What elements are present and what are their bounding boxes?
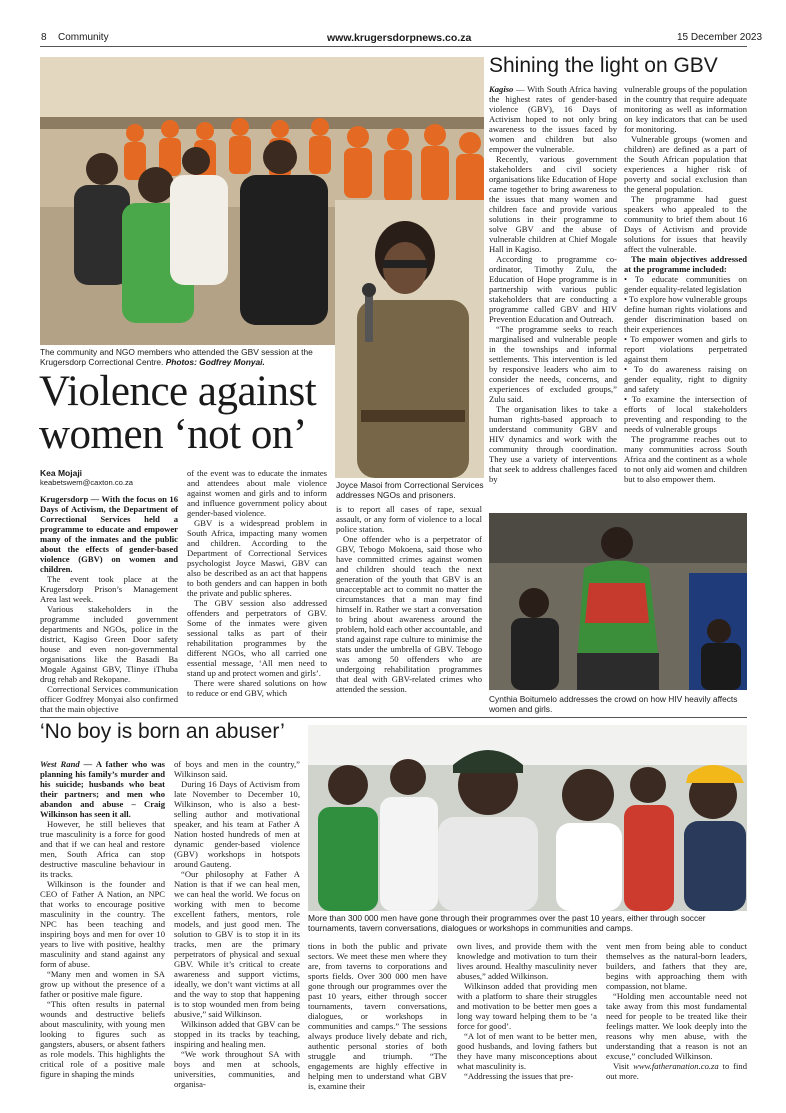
paragraph: The programme reaches out to many communities across South Africa and the continent as a whole to not only aid women and children but to also empower them.	[624, 434, 747, 484]
men-programme-caption: More than 300 000 men have gone through their programmes over the past 10 years, either through soccer tournaments, tavern conversations, dialogues or workshops in communities and camps.	[308, 913, 706, 934]
paragraph: The GBV session also addressed offenders and perpetrators of GBV. Some of the inmates were given sessional talks as part of their rehabilitation programmes by the different NGOs, who all carried one essential message, ‘All men need to stand up and protect women and girls’.	[187, 598, 327, 678]
website[interactable]: www.krugersdorpnews.co.za	[327, 32, 472, 44]
paragraph: During 16 Days of Activism from late November to December 10, Wilkinson, who is also a best-selling author and motivational speaker, and his team at Father A Nation hosted hundreds of men at dynamic gender-based violence (GBV) workshops in hotspots around Gauteng.	[174, 779, 300, 869]
paragraph: However, he still believes that true masculinity is a force for good and that if we can heal and restore men, South Africa can stop destructive masculine behaviour in its tracks.	[40, 819, 165, 879]
article1-column-1	[40, 494, 178, 714]
objective-item: • To empower women and girls to report violations perpetrated against them	[624, 334, 747, 364]
paragraph: own lives, and provide them with the knowledge and motivation to turn their lives around. Healthy masculinity never abuses,” added Wilkinson.	[457, 941, 597, 981]
paragraph: vulnerable groups of the population in the country that require adequate monitoring as well as information on key indicators that can be used for monitoring.	[624, 84, 747, 134]
article3-column-5	[606, 941, 747, 1081]
father-a-nation-link[interactable]: www.fatheranation.co.za	[633, 1061, 719, 1071]
section-divider	[40, 717, 747, 718]
joyce-masoi-photo	[335, 200, 484, 478]
paragraph: The event took place at the Krugersdorp Prison’s Management Area last week.	[40, 574, 178, 604]
paragraph: “This often results in paternal wounds and destructive beliefs about masculinity, with young men looking to figures such as gangsters, abusers, or absent fathers as role models. This highlights the critical role of a positive male figure in shaping the minds	[40, 999, 165, 1079]
men-programme-photo-art	[308, 725, 747, 911]
paragraph: According to programme co-ordinator, Timothy Zulu, the Education of Hope programme is in partnership with various public stakeholders that are conducting a programme called GBV and HIV Prevention Education and Outreach.	[489, 254, 617, 324]
article2-headline: Shining the light on GBV	[489, 54, 718, 77]
objective-item: • To educate communities on gender equality-related legislation	[624, 274, 747, 294]
paragraph: Wilkinson added that providing men with a platform to share their struggles and motivation to be better men goes a long way toward helping them to be ‘a force for good’.	[457, 981, 597, 1031]
paragraph: Wilkinson is the founder and CEO of Father A Nation, an NPC that works to encourage positive masculinity in the country. The NPC has been teaching and inspiring boys and men for over 10 years to live with positive, healthy masculinity and stand against any form of abuse.	[40, 879, 165, 969]
paragraph: GBV is a widespread problem in South Africa, impacting many women and children. According to the Department of Correctional Services psychologist Joyce Maswi, GBV can also be described as an act that happens to both genders and can happen in both the private and public spheres.	[187, 518, 327, 598]
paragraph: of boys and men in the country,” Wilkinson said.	[174, 759, 300, 779]
photo-credit: Photos: Godfrey Monyai.	[165, 357, 265, 368]
article3-column-4	[457, 941, 597, 1081]
article1-lead: Krugersdorp — With the focus on 16 Days of Activism, the Department of Correctional Services held a programme to educate and empower many of the inmates and the public about the effects of gender-based violence (GBV) on women and children.	[40, 494, 178, 574]
cynthia-boitumelo-photo	[489, 513, 747, 690]
paragraph: is to report all cases of rape, sexual assault, or any form of violence to a local police station.	[336, 504, 482, 534]
paragraph: “A lot of men want to be better men, good husbands, and loving fathers but they have many misconceptions about what masculinity is.	[457, 1031, 597, 1071]
paragraph: “The programme seeks to reach marginalised and vulnerable people in the townships and informal settlements. This intervention is led by responsive leaders who aim to consider the needs, concerns, and experiences of excluded groups,” Zulu said.	[489, 324, 617, 404]
paragraph: Vulnerable groups (women and children) are defined as a part of the South African population that experiences a higher risk of poverty and social exclusion than the general population.	[624, 134, 747, 194]
objective-item: • To explore how vulnerable groups define human rights violations and gender discrimination based on their experiences	[624, 294, 747, 334]
article3-column-3	[308, 941, 447, 1091]
byline-name: Kea Mojaji	[40, 468, 83, 478]
byline-email[interactable]: keabetswem@caxton.co.za	[40, 478, 133, 487]
paragraph: One offender who is a perpetrator of GBV, Tebogo Mokoena, said those who have committed crimes against women and children should teach the next generation of the youth that GBV is an unacceptable act to commit no matter the circumstances that a man may find himself in. Rather we start a conversation to bring about awareness around the problem, hold each other accountable, and stand against rape culture to minimise the stats under the umbrella of GBV. Tebogo was among 50 offenders who are undergoing rehabilitation programmes that deal with GBV-related crimes who attended the session.	[336, 534, 482, 694]
article2-lead: Kagiso — With South Africa having the highest rates of gender-based violence (GBV), 16 Days of Activism hoped to not only bring awareness to the issues faced by women and children but also empower the vulnerable.	[489, 84, 617, 154]
paragraph: tions in both the public and private sectors. We meet these men where they are, from taverns to corporations and sports fields. Over 300 000 men have gone through our programmes over the past 10 years, either through soccer tournaments, tavern conversations, dialogues, or workshops in communities and camps.” The sessions always produce lively debate and rich, authentic personal stories of both struggle and triumph. “The engagements are highly effective in helping men to understand what GBV is, examine their	[308, 941, 447, 1091]
joyce-masoi-photo-art	[335, 200, 484, 478]
gbv-session-photo-caption	[40, 347, 335, 367]
paragraph: vent men from being able to conduct themselves as the natural-born leaders, builders, and fathers that they are, begins with approaching them with compassion, not blame.	[606, 941, 747, 991]
men-programme-photo	[308, 725, 747, 911]
article2-column-2	[624, 84, 747, 484]
paragraph: Recently, various government stakeholders and civil society organisations like Education of Hope came together to bring awareness to the issues that many women and children face and provide various solutions in their programme to solve GBV and the abuse of vulnerable children at Chief Mogale Hall in Kagiso.	[489, 154, 617, 254]
section-name: Community	[58, 32, 109, 43]
paragraph: Various stakeholders in the programme included government departments and NGOs, police in the district, Kagiso Green Door safety house and even non-governmental organisations like the Basadi Ba Mogale Against GBV, Tlinye iThuba drug rehab and Rekopane.	[40, 604, 178, 684]
cynthia-boitumelo-photo-art	[489, 513, 747, 690]
paragraph: There were shared solutions on how to reduce or end GBV, which	[187, 678, 327, 698]
header-rule	[40, 46, 747, 47]
paragraph: The organisation likes to take a human rights-based approach to understand community GBV and HIV dynamics and work with the community through coordination. They use a variety of interventions that seek to address challenges faced by	[489, 404, 617, 484]
article3-headline: ‘No boy is born an abuser’	[40, 720, 285, 743]
objective-item: • To do awareness raising on gender equality, right to dignity and safety	[624, 364, 747, 394]
article1-column-3	[336, 504, 482, 694]
paragraph: of the event was to educate the inmates and attendees about male violence against women and girls and to inform and influence government policy about gender-based violence.	[187, 468, 327, 518]
article3-column-1	[40, 759, 165, 1079]
issue-date: 15 December 2023	[677, 32, 763, 43]
article1-column-2	[187, 468, 327, 698]
paragraph: “Our philosophy at Father A Nation is that if we can heal men, we can heal the world. We focus on working with men to become excellent fathers, mentors, role models, and just good men. The solution to GBV is to stop it in its tracks, men are the primary perpetrators of physical and sexual GBV. While it’s critical to create awareness and support victims, ideally, we don’t want victims at all and the way to stop that happening is to stop wounded men from being abusive,” said Wilkinson.	[174, 869, 300, 1019]
paragraph: “We work throughout SA with boys and men at schools, universities, communities, and organisa-	[174, 1049, 300, 1089]
paragraph: “Addressing the issues that pre-	[464, 1071, 574, 1081]
paragraph: Wilkinson added that GBV can be stopped in its tracks by teaching, inspiring and healing men.	[174, 1019, 300, 1049]
article3-column-2	[174, 759, 300, 1089]
joyce-masoi-caption: Joyce Masoi from Correctional Services addresses NGOs and prisoners.	[336, 480, 484, 501]
visit-line: Visit www.fatheranation.co.za to find out more.	[606, 1061, 747, 1081]
paragraph: Correctional Services communication officer Godfrey Monyai also confirmed that the main objective	[40, 684, 178, 714]
page-number: 8	[41, 32, 47, 43]
cynthia-boitumelo-caption: Cynthia Boitumelo addresses the crowd on how HIV heavily affects women and girls.	[489, 694, 738, 715]
article1-headline: Violence against women ‘not on’	[39, 368, 317, 458]
article2-column-1	[489, 84, 617, 484]
objective-item: • To examine the intersection of efforts of local stakeholders preventing and responding to the needs of vulnerable groups	[624, 394, 747, 434]
paragraph: “Many men and women in SA grow up without the presence of a father or positive male figure.	[40, 969, 165, 999]
paragraph: The programme had guest speakers who appealed to the community to brief them about 16 Days of Activism and provide solutions for issues that heavily affect the vulnerable.	[624, 194, 747, 254]
article3-lead: West Rand — A father who was planning his family’s murder and his suicide; husbands who beat their partners; and men who abandon and abuse – Craig Wilkinson has seen it all.	[40, 759, 165, 819]
objectives-heading: The main objectives addressed at the programme included:	[624, 254, 747, 274]
paragraph: “Holding men accountable need not take away from this most fundamental need for people to be treated like their feelings matter. We look deeply into the reasons why men abuse, with the understanding that a reason is not an excuse,” concluded Wilkinson.	[606, 991, 747, 1061]
photo-caption-text: The community and NGO members who attended the GBV session at the Krugersdorp Correctional Centre.	[40, 347, 313, 368]
